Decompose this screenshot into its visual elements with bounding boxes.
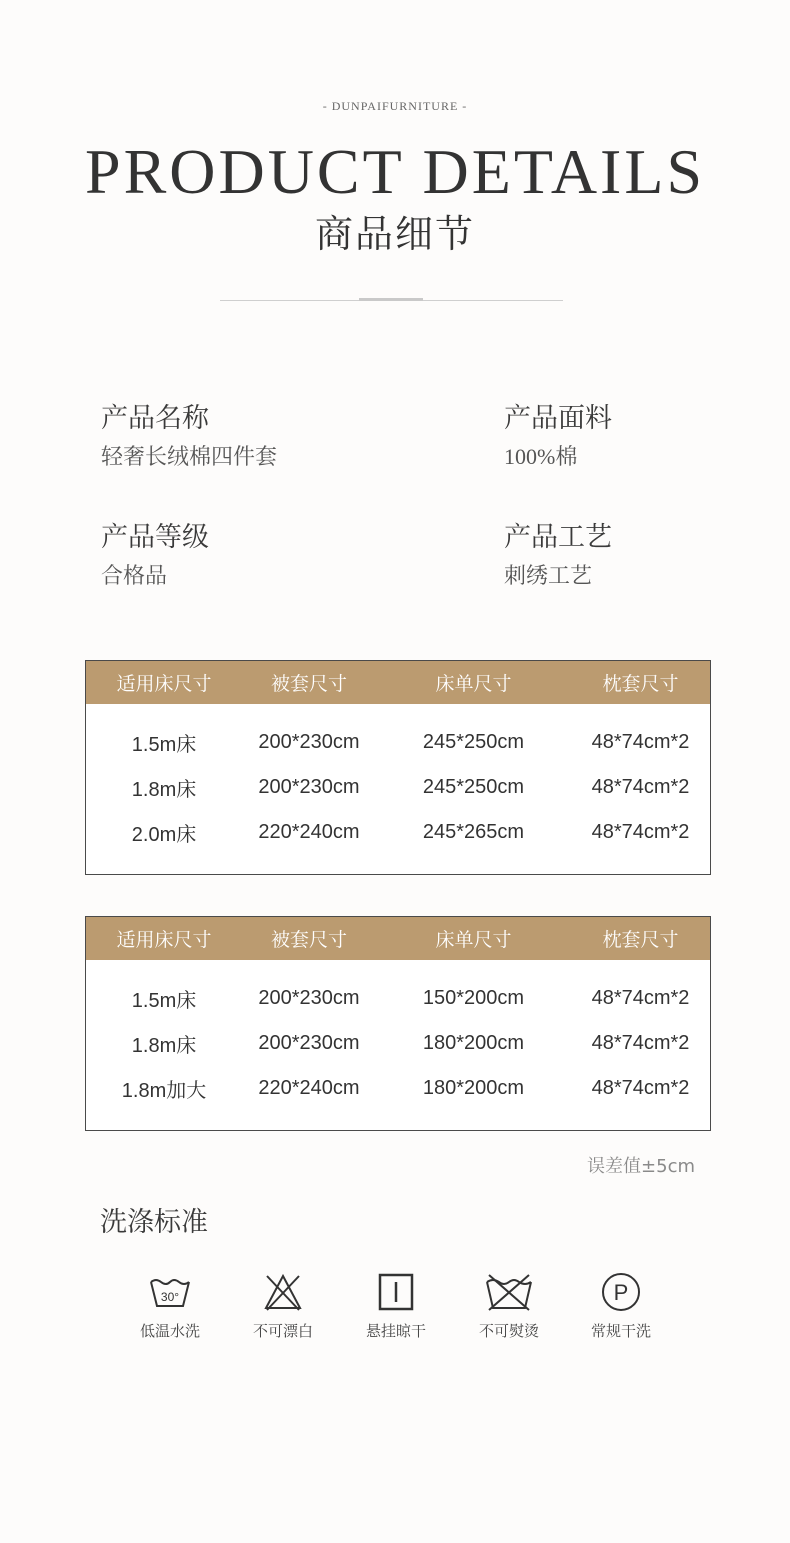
table-cell: 220*240cm (258, 1077, 360, 1099)
spec-label: 产品工艺 (504, 522, 612, 552)
table-cell: 245*250cm (422, 776, 525, 798)
table-cell: 200*230cm (258, 987, 360, 1009)
table-cell: 200*230cm (258, 731, 360, 753)
svg-text:30°: 30° (160, 1290, 180, 1304)
table-cell: 48*74cm*2 (591, 1032, 690, 1054)
dry-clean-p-icon (599, 1272, 643, 1312)
svg-text:P: P (613, 1280, 629, 1305)
table-cell: 150*200cm (422, 987, 525, 1009)
table-row (86, 1066, 710, 1111)
table-row (86, 810, 710, 855)
hang-dry-icon (374, 1272, 418, 1312)
table-row (86, 1021, 710, 1066)
no-iron-icon (483, 1272, 535, 1312)
tolerance-note: 误差值±5cm (587, 1156, 695, 1177)
table-cell: 1.8m加大 (121, 1080, 207, 1102)
size-table-1 (85, 660, 711, 875)
spec-product-name (101, 400, 277, 472)
wash-label: 常规干洗 (590, 1323, 651, 1340)
spec-value: 合格品 (101, 563, 168, 588)
title-divider-accent (359, 298, 423, 301)
wash-30-icon (148, 1272, 192, 1312)
table-row (86, 720, 710, 765)
table-cell: 48*74cm*2 (591, 821, 690, 843)
spec-grade (101, 519, 209, 591)
table-cell: 200*230cm (258, 1032, 360, 1054)
wash-label: 不可漂白 (252, 1323, 313, 1340)
column-header: 床单尺寸 (435, 674, 512, 695)
spec-craft (504, 519, 612, 591)
spec-value: 100%棉 (504, 444, 578, 469)
table-cell: 48*74cm*2 (591, 776, 690, 798)
table-cell: 180*200cm (422, 1077, 525, 1099)
table-cell: 220*240cm (258, 821, 360, 843)
table-cell: 48*74cm*2 (591, 731, 690, 753)
page-title-en: PRODUCT DETAILS (84, 136, 706, 207)
spec-label: 产品面料 (504, 403, 612, 433)
column-header: 枕套尺寸 (602, 674, 679, 695)
brand-label: - DUNPAIFURNITURE - (322, 99, 468, 113)
column-header: 被套尺寸 (270, 930, 347, 951)
column-header: 枕套尺寸 (602, 930, 679, 951)
table-cell: 1.8m床 (131, 779, 197, 801)
wash-label: 低温水洗 (139, 1323, 200, 1340)
washing-title: 洗涤标准 (100, 1207, 208, 1237)
spec-label: 产品等级 (101, 522, 209, 552)
wash-item-low-temp (120, 1272, 220, 1341)
wash-label: 悬挂晾干 (365, 1323, 426, 1340)
table-cell: 200*230cm (258, 776, 360, 798)
table-cell: 48*74cm*2 (591, 987, 690, 1009)
table-cell: 1.8m床 (131, 1035, 197, 1057)
wash-item-hang-dry (346, 1272, 446, 1341)
table-cell: 245*265cm (422, 821, 525, 843)
wash-item-dry-clean (571, 1272, 671, 1341)
table-cell: 1.5m床 (131, 990, 197, 1012)
spec-value: 轻奢长绒棉四件套 (101, 444, 278, 469)
table-row (86, 765, 710, 810)
no-bleach-icon (261, 1272, 305, 1312)
wash-item-no-bleach (233, 1272, 333, 1341)
table-cell: 180*200cm (422, 1032, 525, 1054)
wash-item-no-iron (459, 1272, 559, 1341)
table-cell: 1.5m床 (131, 734, 197, 756)
table-header (86, 661, 710, 704)
table-header (86, 917, 710, 960)
column-header: 被套尺寸 (270, 674, 347, 695)
table-row (86, 976, 710, 1021)
table-cell: 48*74cm*2 (591, 1077, 690, 1099)
table-cell: 2.0m床 (131, 824, 197, 846)
table-cell: 245*250cm (422, 731, 525, 753)
wash-label: 不可熨烫 (478, 1323, 539, 1340)
spec-value: 刺绣工艺 (504, 563, 593, 588)
size-table-2 (85, 916, 711, 1131)
column-header: 适用床尺寸 (116, 674, 212, 695)
page-title-cn: 商品细节 (314, 214, 475, 256)
column-header: 适用床尺寸 (116, 930, 212, 951)
column-header: 床单尺寸 (435, 930, 512, 951)
spec-fabric (504, 400, 612, 472)
spec-label: 产品名称 (101, 403, 209, 433)
